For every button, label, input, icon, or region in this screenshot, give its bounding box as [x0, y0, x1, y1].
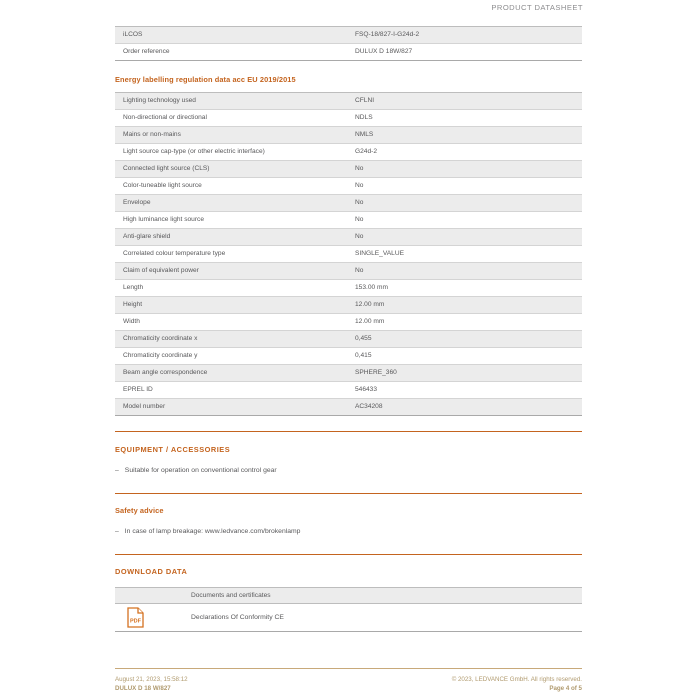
page-footer: [115, 668, 582, 694]
table-row: [115, 314, 582, 331]
row-label: Light source cap-type (or other electric interface): [115, 144, 348, 161]
row-value: NMLS: [348, 127, 582, 144]
download-column-header: Documents and certificates: [183, 588, 582, 604]
row-value: No: [348, 178, 582, 195]
identification-table: [115, 26, 582, 61]
row-label: High luminance light source: [115, 212, 348, 229]
row-label: Non-directional or directional: [115, 110, 348, 127]
table-row: [115, 110, 582, 127]
row-value: SPHERE_360: [348, 365, 582, 382]
table-row: [115, 144, 582, 161]
row-value: 0,455: [348, 331, 582, 348]
row-label: Beam angle correspondence: [115, 365, 348, 382]
table-row: [115, 93, 582, 110]
download-table-header: [115, 588, 582, 604]
download-header-icon-cell: [115, 588, 183, 604]
table-row: [115, 331, 582, 348]
row-value: CFLNI: [348, 93, 582, 110]
footer-left: [115, 676, 188, 694]
row-value: 12.00 mm: [348, 314, 582, 331]
table-row: [115, 280, 582, 297]
energy-table-body: [115, 93, 582, 416]
list-item-text: In case of lamp breakage: www.ledvance.com/brokenlamp: [124, 528, 301, 536]
section-title-equipment: EQUIPMENT / ACCESSORIES: [115, 445, 231, 454]
row-value: 0,415: [348, 348, 582, 365]
list-item: [115, 467, 582, 475]
row-label: Model number: [115, 399, 348, 416]
energy-labelling-table: [115, 92, 582, 416]
row-label: Height: [115, 297, 348, 314]
row-value: NDLS: [348, 110, 582, 127]
row-value: No: [348, 212, 582, 229]
download-row-name[interactable]: Declarations Of Conformity CE: [183, 604, 582, 632]
list-item-text: Suitable for operation on conventional control gear: [124, 467, 277, 474]
list-bullet-dash: –: [115, 467, 119, 474]
footer-timestamp: August 21, 2023, 15:58:12: [115, 676, 188, 683]
table-row: [115, 365, 582, 382]
row-label: Color-tuneable light source: [115, 178, 348, 195]
table-row: [115, 195, 582, 212]
row-label: Order reference: [115, 44, 348, 61]
table-row: [115, 297, 582, 314]
svg-text:PDF: PDF: [130, 618, 141, 625]
table-row: [115, 246, 582, 263]
section-title-download: DOWNLOAD DATA: [115, 567, 188, 577]
footer-product: DULUX D 18 W/827: [115, 684, 171, 692]
row-label: Anti-glare shield: [115, 229, 348, 246]
table-row: [115, 44, 582, 61]
row-label: Connected light source (CLS): [115, 161, 348, 178]
table-row: [115, 348, 582, 365]
page-header-title: PRODUCT DATASHEET: [491, 3, 583, 12]
row-value: DULUX D 18W/827: [348, 44, 582, 61]
row-value: G24d-2: [348, 144, 582, 161]
table-row: [115, 27, 582, 44]
row-label: Correlated colour temperature type: [115, 246, 348, 263]
row-value: 546433: [348, 382, 582, 399]
row-value: FSQ-18/827-I-G24d-2: [348, 27, 582, 44]
page-header: [0, 0, 700, 25]
footer-divider: [115, 668, 582, 669]
table-row: [115, 161, 582, 178]
row-value: No: [348, 161, 582, 178]
page-content: [115, 26, 582, 632]
table-row: [115, 229, 582, 246]
table-row: [115, 263, 582, 280]
section-title-energy: Energy labelling regulation data acc EU 2019/2015: [115, 75, 296, 84]
row-label: EPREL ID: [115, 382, 348, 399]
table-row: [115, 399, 582, 416]
row-value: No: [348, 229, 582, 246]
table-row: [115, 178, 582, 195]
row-label: Lighting technology used: [115, 93, 348, 110]
list-bullet-dash: –: [115, 528, 119, 536]
table-row: [115, 212, 582, 229]
pdf-icon[interactable]: [127, 607, 144, 628]
table-row: [115, 127, 582, 144]
download-row[interactable]: [115, 604, 582, 632]
row-label: Claim of equivalent power: [115, 263, 348, 280]
list-item: [115, 528, 582, 536]
row-label: Length: [115, 280, 348, 297]
footer-copyright: © 2023, LEDVANCE GmbH. All rights reserved.: [451, 676, 582, 683]
row-value: 12.00 mm: [348, 297, 582, 314]
footer-right: [452, 676, 582, 694]
row-value: No: [348, 195, 582, 212]
row-label: Mains or non-mains: [115, 127, 348, 144]
row-label: Width: [115, 314, 348, 331]
row-value: No: [348, 263, 582, 280]
download-icon-cell: [115, 604, 183, 632]
table-row: [115, 382, 582, 399]
row-label: Chromaticity coordinate x: [115, 331, 348, 348]
download-table: [115, 587, 582, 632]
row-label: iLCOS: [115, 27, 348, 44]
row-value: AC34208: [348, 399, 582, 416]
row-value: SINGLE_VALUE: [348, 246, 582, 263]
row-label: Envelope: [115, 195, 348, 212]
section-title-safety: Safety advice: [115, 506, 164, 516]
footer-page-number: Page 4 of 5: [549, 684, 582, 692]
row-value: 153.00 mm: [348, 280, 582, 297]
row-label: Chromaticity coordinate y: [115, 348, 348, 365]
